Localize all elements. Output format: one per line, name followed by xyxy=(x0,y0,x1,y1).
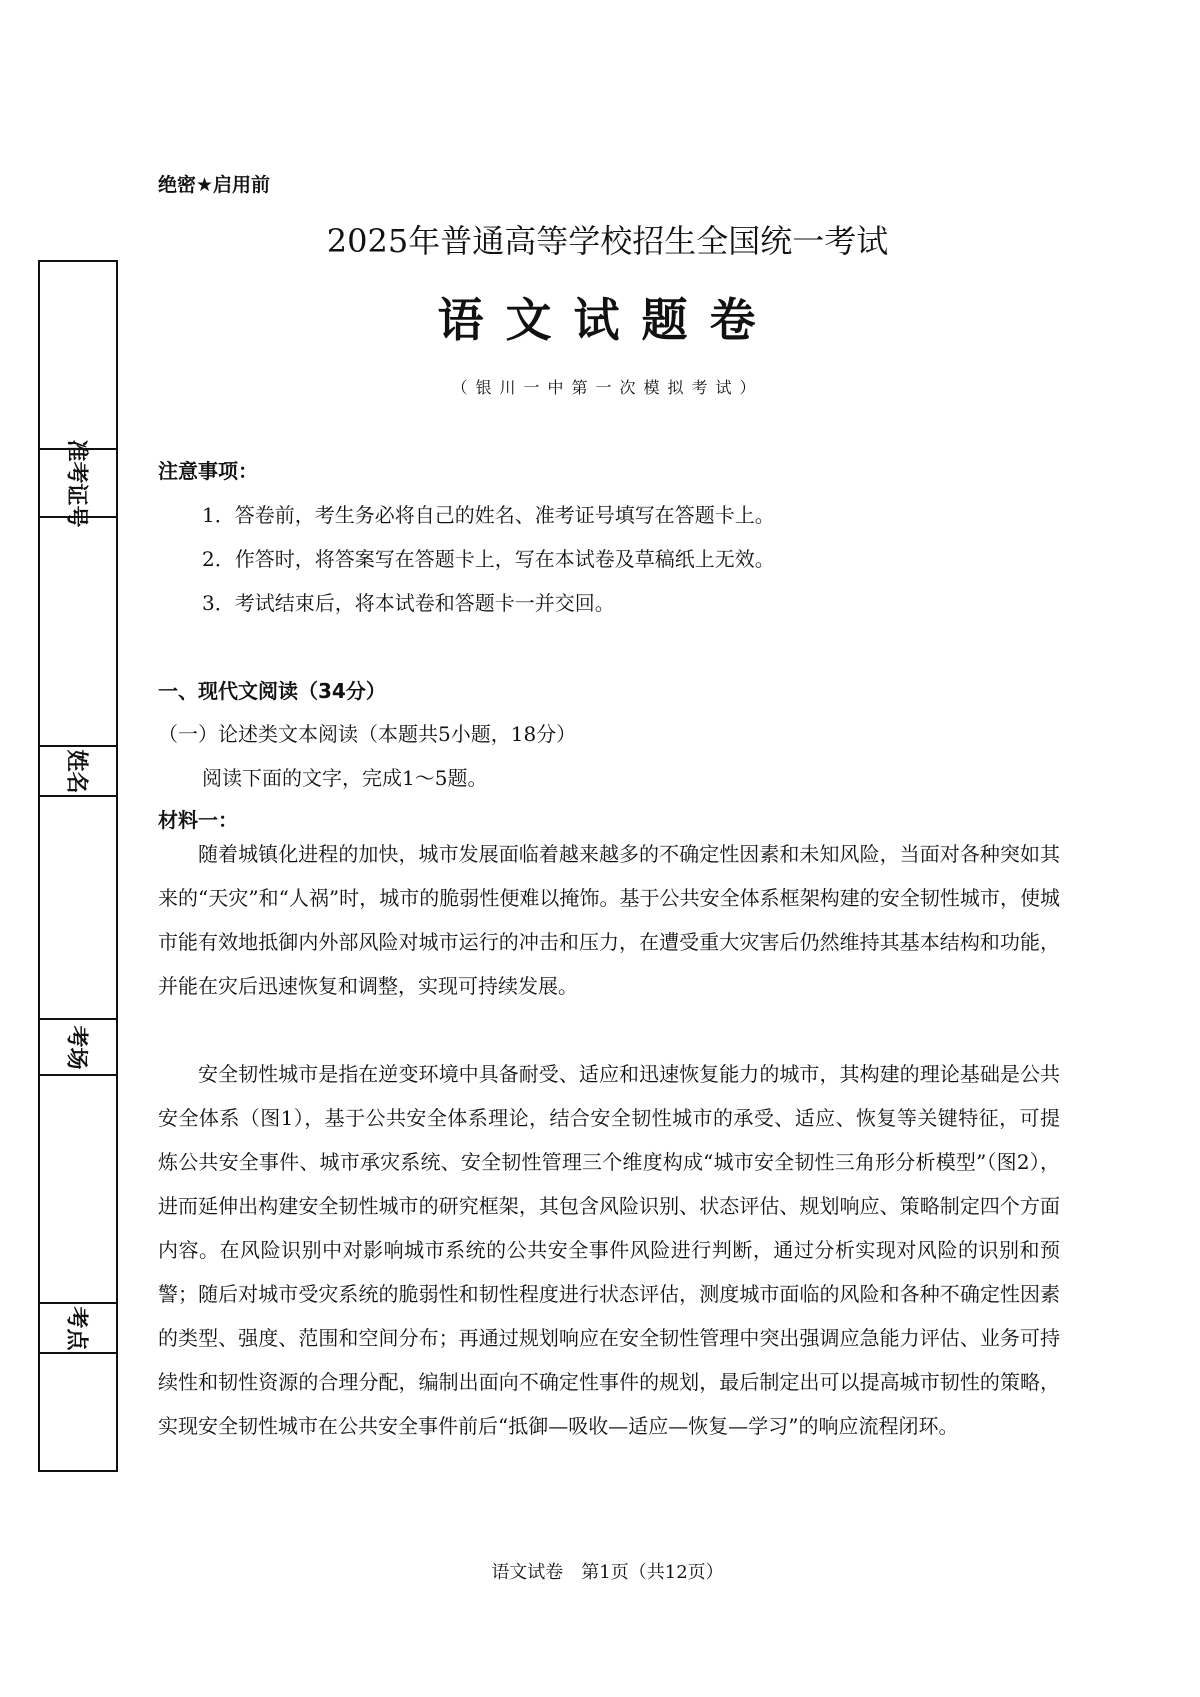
paper-subtitle: （银川一中第一次模拟考试） xyxy=(451,378,764,397)
paragraph-text: 安全韧性城市是指在逆变环境中具备耐受、适应和迅速恢复能力的城市，其构建的理论基础是公共安全体系（图1），基于公共安全体系理论，结合安全韧性城市的承受、适应、恢复等关键特征，可提炼公共安全事件、城市承灾系统、安全韧性管理三个维度构成“城市安全韧性三角形分析模型”（图2），进而延伸出构建安全韧性城市的研究框架，其包含风险识别、状态评估、规划响应、策略制定四个方面内容。在风险识别中对影响城市系统的公共安全事件风险进行判断，通过分析实现对风险的识别和预警；随后对城市受灾系统的脆弱性和韧性程度进行状态评估，测度城市面临的风险和各种不确定性因素的类型、强度、范围和空间分布；再通过规划响应在安全韧性管理中突出强调应急能力评估、业务可持续性和韧性资源的合理分配，编制出面向不确定性事件的规划，最后制定出可以提高城市韧性的策略，实现安全韧性城市在公共安全事件前后“抵御—吸收—适应—恢复—学习”的响应流程闭环。 xyxy=(158,1062,1060,1438)
paper-title: 语文试题卷 xyxy=(437,293,778,347)
section-heading: 一、现代文阅读（34分） xyxy=(158,679,386,703)
notice-title: 注意事项： xyxy=(158,459,258,483)
section-subheading: （一）论述类文本阅读（本题共5小题，18分） xyxy=(158,722,577,746)
notice-item: 2．作答时，将答案写在答题卡上，写在本试卷及草稿纸上无效。 xyxy=(202,547,775,571)
exam-room-label: 考场 xyxy=(38,1018,118,1076)
paragraph-text: 随着城镇化进程的加快，城市发展面临着越来越多的不确定性因素和未知风险，当面对各种突如其来的“天灾”和“人祸”时，城市的脆弱性便难以掩饰。基于公共安全体系框架构建的安全韧性城市，使城市能有效地抵御内外部风险对城市运行的冲击和压力，在遭受重大灾害后仍然维持其基本结构和功能，并能在灾后迅速恢复和调整，实现可持续发展。 xyxy=(158,842,1060,998)
notice-item: 3．考试结束后，将本试卷和答题卡一并交回。 xyxy=(202,591,615,615)
exam-number-label: 准考证号 xyxy=(38,448,118,518)
reading-instruction: 阅读下面的文字，完成1～5题。 xyxy=(202,766,488,790)
page-footer: 语文试卷 第1页（共12页） xyxy=(491,1562,724,1583)
material-label: 材料一： xyxy=(158,808,238,832)
exam-site-label: 考点 xyxy=(38,1302,118,1354)
secret-mark: 绝密★启用前 xyxy=(158,174,271,196)
notice-item: 1．答卷前，考生务必将自己的姓名、准考证号填写在答题卡上。 xyxy=(202,503,775,527)
exam-title: 2025年普通高等学校招生全国统一考试 xyxy=(326,222,889,260)
name-label: 姓名 xyxy=(38,745,118,797)
body-paragraph xyxy=(158,1052,1060,1448)
body-paragraph xyxy=(158,832,1060,1008)
